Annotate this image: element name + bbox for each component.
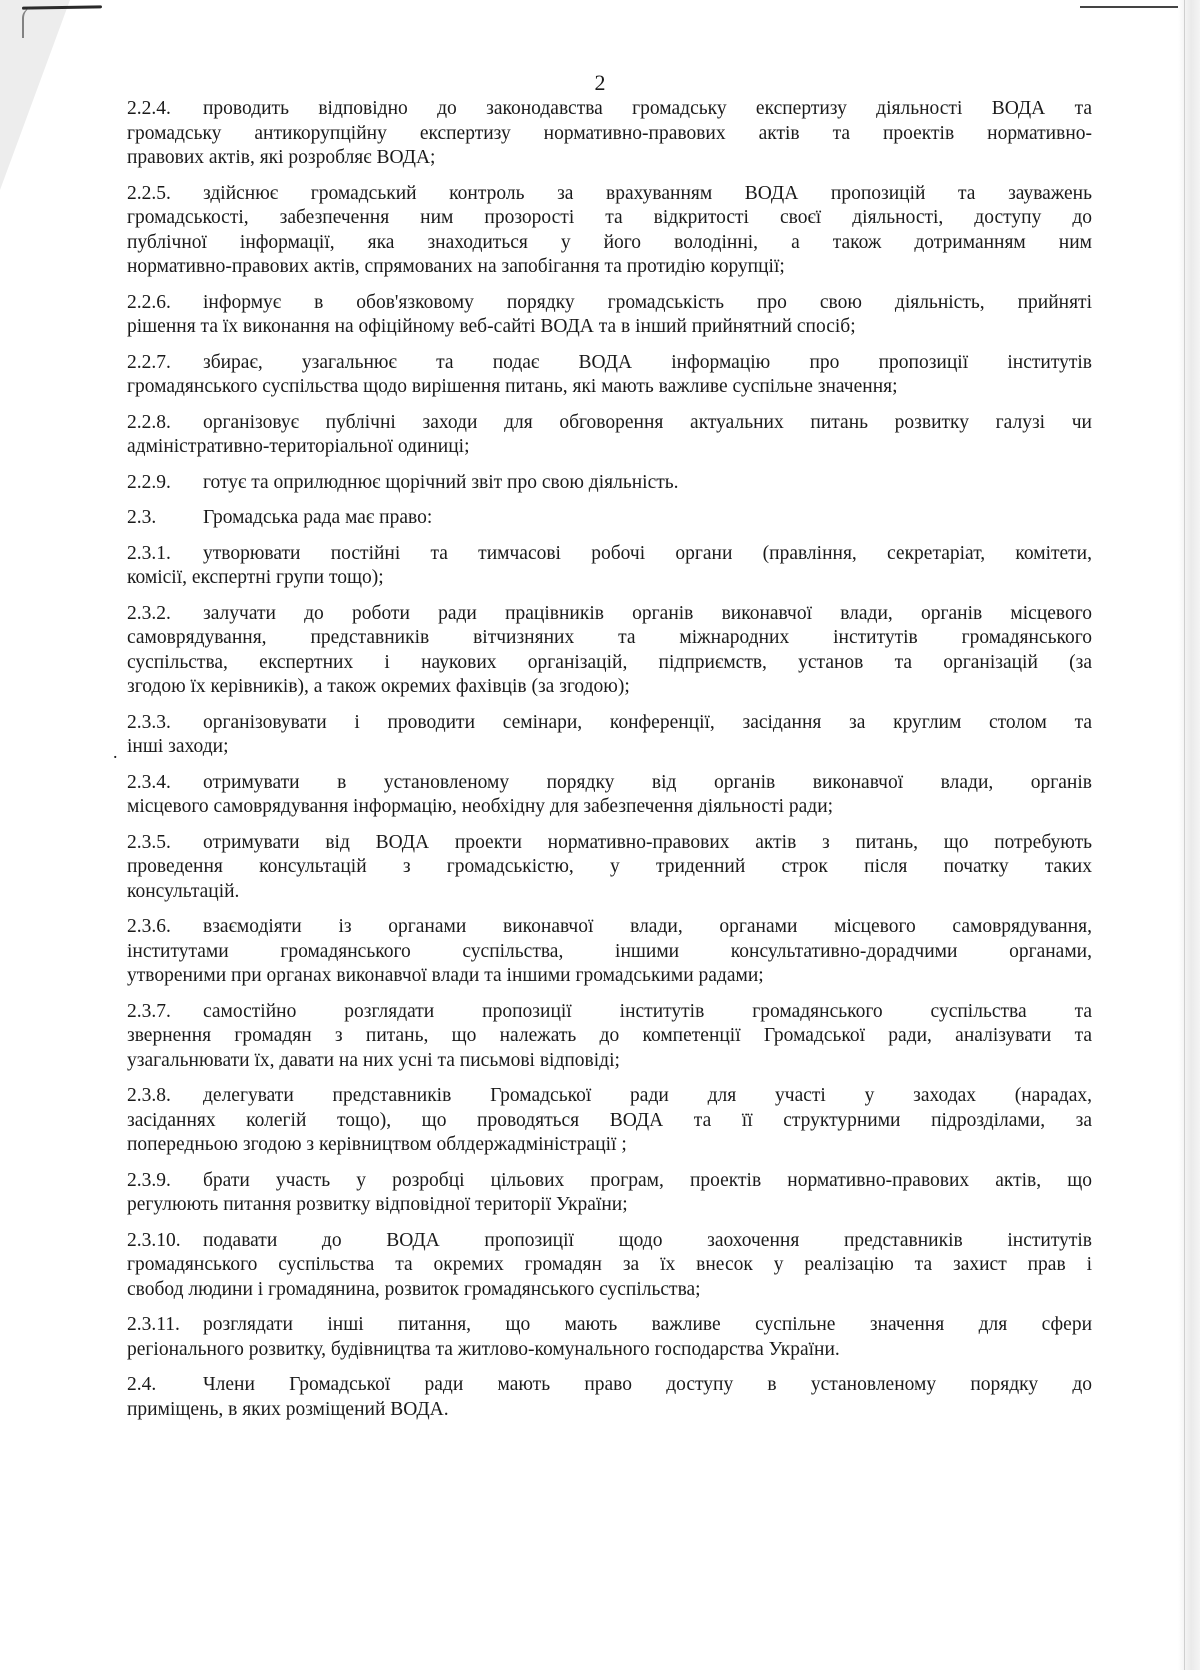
clause-number: 2.2.4. — [127, 98, 171, 119]
clause-text: рішення та їх виконання на офіційному веб-сайті ВОДА та в інший прийнятний спосіб; — [127, 316, 856, 337]
clause-text: взаємодіяти із органами виконавчої влади, органами місцевого самоврядування, — [203, 916, 1092, 937]
clause-text: самостійно розглядати пропозиції інститутів громадянського суспільства та — [203, 1000, 1092, 1022]
clause-text: регіонального розвитку, будівництва та житлово-комунального господарства України. — [127, 1338, 840, 1360]
clause-number: 2.3.3. — [127, 711, 171, 733]
clause-number: 2.3.8. — [127, 1085, 171, 1106]
clause-text: утворювати постійні та тимчасові робочі органи (правління, секретаріат, комітети, — [203, 542, 1092, 564]
clause-text: Громадська рада має право: — [203, 507, 433, 528]
text-line — [127, 566, 1092, 591]
clause-number: 2.2.6. — [127, 291, 171, 313]
clause-2-3-1 — [127, 542, 1092, 591]
clause-text: інші заходи; — [127, 736, 229, 757]
clause-2-4 — [127, 1373, 1092, 1422]
clause-text: організовує публічні заходи для обговорення актуальних питань розвитку галузі чи — [203, 411, 1092, 433]
text-line — [127, 1024, 1092, 1049]
text-line — [127, 1338, 1092, 1363]
clause-number: 2.3.9. — [127, 1169, 171, 1191]
clause-2-3-2 — [127, 602, 1092, 700]
text-line — [127, 435, 1092, 460]
text-line — [127, 1193, 1092, 1218]
text-line — [127, 1169, 1092, 1194]
clause-text: комісії, експертні групи тощо); — [127, 567, 384, 588]
clause-text: правових актів, які розробляє ВОДА; — [127, 147, 436, 168]
text-line — [127, 255, 1092, 280]
text-line — [127, 146, 1092, 171]
text-line — [127, 97, 1092, 122]
clause-2-3-5 — [127, 831, 1092, 905]
clause-number: 2.3.10. — [127, 1229, 181, 1251]
clause-number: 2.3.4. — [127, 771, 171, 793]
clause-text: проведення консультацій з громадськістю, у триденний строк після початку таких — [127, 856, 1092, 877]
text-line — [127, 231, 1092, 256]
clause-text: готує та оприлюднює щорічний звіт про свою діяльність. — [203, 471, 679, 493]
page-number: 2 — [594, 70, 606, 95]
clause-number: 2.3.5. — [127, 831, 171, 853]
clause-text: отримувати від ВОДА проекти нормативно-правових актів з питань, що потребують — [203, 831, 1092, 853]
clause-text: згодою їх керівників), а також окремих фахівців (за згодою); — [127, 676, 630, 697]
clause-text: громадськості, забезпечення ним прозорості та відкритості своєї діяльності, доступу до — [127, 207, 1092, 228]
text-line — [127, 351, 1092, 376]
clause-text: приміщень, в яких розміщений ВОДА. — [127, 1398, 449, 1420]
scan-right-edge — [1178, 0, 1200, 1670]
clause-2-3-6 — [127, 915, 1092, 989]
clause-number: 2.3. — [127, 507, 157, 528]
clause-text: консультацій. — [127, 880, 240, 902]
clause-2-3-4 — [127, 771, 1092, 820]
clause-text: подавати до ВОДА пропозиції щодо заохочення представників інститутів — [203, 1229, 1092, 1251]
text-line — [127, 1084, 1092, 1109]
clause-text: отримувати в установленому порядку від органів виконавчої влади, органів — [203, 771, 1092, 793]
text-line — [127, 940, 1092, 965]
text-line — [127, 964, 1092, 989]
clause-number: 2.2.7. — [127, 351, 171, 373]
text-line — [127, 602, 1092, 627]
clause-number: 2.2.5. — [127, 182, 171, 204]
clause-2-2-5 — [127, 182, 1092, 280]
text-line — [127, 1278, 1092, 1303]
text-line — [127, 1398, 1092, 1423]
text-line — [127, 855, 1092, 880]
clause-text: місцевого самоврядування інформацію, необхідну для забезпечення діяльності ради; — [127, 796, 834, 817]
scan-fold-curl — [22, 8, 42, 38]
text-line — [127, 880, 1092, 905]
text-line — [127, 122, 1092, 147]
clause-text: узагальнювати їх, давати на них усні та письмові відповіді; — [127, 1049, 620, 1071]
text-line — [127, 1373, 1092, 1398]
text-line — [127, 411, 1092, 436]
clause-2-2-9 — [127, 471, 1092, 496]
clause-2-3 — [127, 506, 1092, 531]
clause-2-3-9 — [127, 1169, 1092, 1218]
clause-text: Члени Громадської ради мають право доступу в установленому порядку до — [203, 1374, 1092, 1395]
clause-text: адміністративно-територіальної одиниці; — [127, 436, 470, 457]
text-line — [127, 1109, 1092, 1134]
clause-2-2-6 — [127, 291, 1092, 340]
text-line — [127, 206, 1092, 231]
clause-text: свобод людини і громадянина, розвиток громадянського суспільства; — [127, 1278, 701, 1300]
text-line — [127, 315, 1092, 340]
scan-speck: . — [113, 742, 118, 762]
text-line — [127, 182, 1092, 207]
clause-text: організовувати і проводити семінари, конференції, засідання за круглим столом та — [203, 711, 1092, 733]
clause-number: 2.3.7. — [127, 1000, 171, 1022]
text-line — [127, 375, 1092, 400]
text-line — [127, 711, 1092, 736]
clause-2-2-8 — [127, 411, 1092, 460]
text-line — [127, 1133, 1092, 1158]
clause-text: нормативно-правових актів, спрямованих на запобігання та протидію корупції; — [127, 256, 785, 277]
document-body — [127, 97, 1092, 1433]
text-line — [127, 735, 1092, 760]
clause-text: брати участь у розробці цільових програм, проектів нормативно-правових актів, що — [203, 1169, 1092, 1191]
text-line — [127, 1049, 1092, 1074]
clause-text: розглядати інші питання, що мають важливе суспільне значення для сфери — [203, 1314, 1092, 1335]
clause-number: 2.3.2. — [127, 602, 171, 624]
text-line — [127, 626, 1092, 651]
clause-2-2-7 — [127, 351, 1092, 400]
clause-text: збирає, узагальнює та подає ВОДА інформацію про пропозиції інститутів — [203, 351, 1092, 373]
clause-2-3-8 — [127, 1084, 1092, 1158]
clause-text: проводить відповідно до законодавства громадську експертизу діяльності ВОДА та — [203, 98, 1092, 119]
clause-number: 2.3.6. — [127, 916, 171, 937]
text-line — [127, 1229, 1092, 1254]
clause-2-3-10 — [127, 1229, 1092, 1303]
text-line — [127, 291, 1092, 316]
clause-number: 2.2.9. — [127, 471, 171, 493]
clause-text: інформує в обов'язковому порядку громадськість про свою діяльність, прийняті — [203, 291, 1092, 313]
clause-number: 2.3.11. — [127, 1314, 180, 1335]
text-line — [127, 651, 1092, 676]
clause-text: регулюють питання розвитку відповідної території України; — [127, 1194, 628, 1215]
clause-text: самоврядування, представників вітчизняних та міжнародних інститутів громадянського — [127, 627, 1092, 648]
text-line — [127, 915, 1092, 940]
clause-text: утвореними при органах виконавчої влади та іншими громадськими радами; — [127, 965, 764, 986]
clause-text: громадянського суспільства та окремих громадян за їх внесок у реалізацію та захист прав і — [127, 1254, 1092, 1275]
text-line — [127, 471, 1092, 496]
clause-2-3-3 — [127, 711, 1092, 760]
clause-number: 2.4. — [127, 1374, 157, 1395]
clause-number: 2.3.1. — [127, 542, 171, 564]
text-line — [127, 506, 1092, 531]
clause-2-2-4 — [127, 97, 1092, 171]
clause-text: інститутами громадянського суспільства, іншими консультативно-дорадчими органами, — [127, 940, 1092, 962]
text-line — [127, 1253, 1092, 1278]
text-line — [127, 831, 1092, 856]
clause-text: громадську антикорупційну експертизу нормативно-правових актів та проектів нормативно- — [127, 122, 1092, 144]
clause-text: суспільства, експертних і наукових організацій, підприємств, установ та організацій (за — [127, 651, 1092, 673]
text-line — [127, 1313, 1092, 1338]
clause-text: публічної інформації, яка знаходиться у його володінні, а також дотриманням ним — [127, 231, 1092, 253]
clause-number: 2.2.8. — [127, 411, 171, 433]
clause-text: звернення громадян з питань, що належать до компетенції Громадської ради, аналізувати та — [127, 1025, 1092, 1046]
clause-text: залучати до роботи ради працівників органів виконавчої влади, органів місцевого — [203, 602, 1092, 624]
clause-2-3-7 — [127, 1000, 1092, 1074]
text-line — [127, 771, 1092, 796]
clause-text: засіданнях колегій тощо), що проводяться ВОДА та її структурними підрозділами, за — [127, 1109, 1092, 1131]
clause-text: громадянського суспільства щодо вирішення питань, які мають важливе суспільне значення; — [127, 376, 898, 397]
clause-text: попередньою згодою з керівництвом облдержадміністрації ; — [127, 1134, 627, 1155]
text-line — [127, 795, 1092, 820]
clause-text: делегувати представників Громадської ради для участі у заходах (нарадах, — [203, 1085, 1092, 1106]
clause-text: здійснює громадський контроль за врахуванням ВОДА пропозицій та зауважень — [203, 182, 1092, 204]
text-line — [127, 542, 1092, 567]
clause-2-3-11 — [127, 1313, 1092, 1362]
text-line — [127, 1000, 1092, 1025]
text-line — [127, 675, 1092, 700]
